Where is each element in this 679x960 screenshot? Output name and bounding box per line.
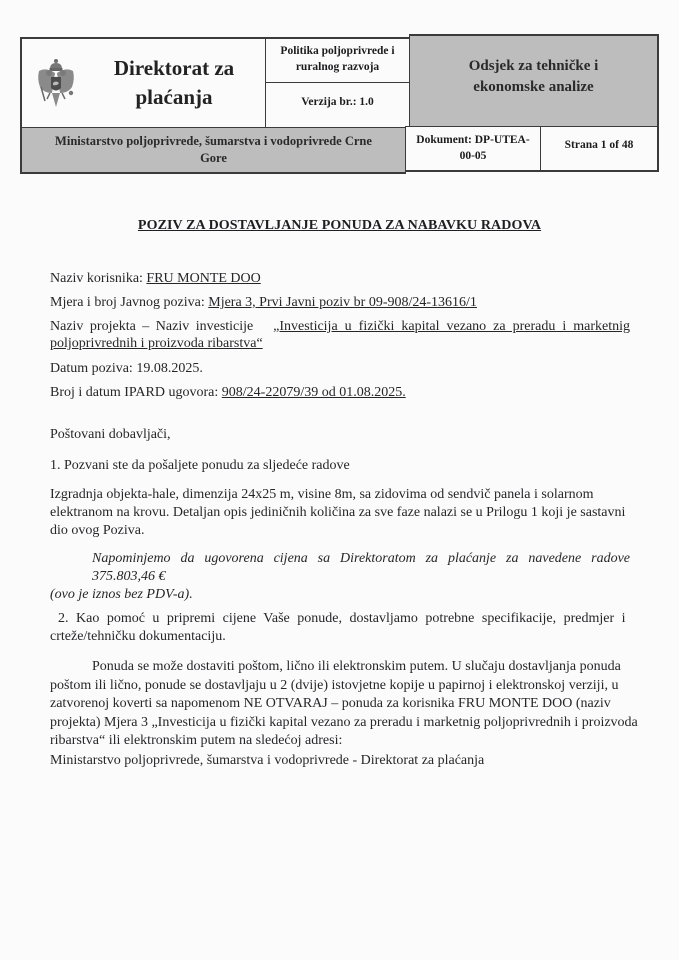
delivery-instructions <box>50 658 638 751</box>
department-line1: Odsjek za tehničke i <box>468 58 599 74</box>
date-label: Datum poziva: <box>50 361 137 376</box>
organization-title-line2: plaćanja <box>135 85 213 109</box>
header-logo-title-cell <box>20 37 266 128</box>
price-note-line2: (ovo je iznos bez PDV-a). <box>50 587 193 602</box>
page-number-cell <box>540 126 659 172</box>
delivery-line5: ribarstva“ ili elektronskim putem na sledećoj adresi: <box>50 733 343 748</box>
project-value-line1: „Investicija u fizički kapital vezano za preradu i marketnig <box>273 319 630 334</box>
delivery-line2: poštom ili lično, ponude se dostavljaju u 2 (dvije) istovjetne kopije u papirnoj i elektronskoj verziji, u <box>50 677 619 693</box>
project-field <box>50 318 630 352</box>
document-title: POZIV ZA DOSTAVLJANJE PONUDA ZA NABAVKU RADOVA <box>137 218 542 233</box>
organization-title <box>84 54 264 112</box>
contract-value: 908/24-22079/39 od 01.08.2025. <box>221 385 406 400</box>
measure-field <box>50 294 477 311</box>
document-id-line2: 00-05 <box>459 150 487 162</box>
organization-title-line1: Direktorat za <box>113 56 235 80</box>
project-value-line2: poljoprivrednih i proizvoda ribarstva“ <box>50 336 263 351</box>
date-field <box>50 360 203 377</box>
document-id-cell <box>405 126 541 172</box>
measure-label: Mjera i broj Javnog poziva: <box>50 295 209 310</box>
beneficiary-field <box>50 270 261 287</box>
works-line1: Izgradnja objekta-hale, dimenzija 24x25 m, visine 8m, sa zidovima od sendvič panela i solarnom <box>50 487 594 502</box>
item-1: 1. Pozvani ste da pošaljete ponudu za sljedeće radove <box>50 458 350 473</box>
document-id-line1: Dokument: DP-UTEA- <box>416 134 530 146</box>
page-number: Strana 1 of 48 <box>564 139 634 151</box>
date-value: 19.08.2025. <box>136 361 203 376</box>
works-line3: dio ovog Poziva. <box>50 523 145 538</box>
item-2-line1: 2. Kao pomoć u pripremi cijene Vaše ponude, dostavljamo potrebne specifikacije, predmjer i <box>58 611 626 626</box>
delivery-line1: Ponuda se može dostaviti poštom, lično ili elektronskim putem. U slučaju dostavljanja ponuda <box>92 659 621 674</box>
item-2 <box>50 610 630 646</box>
ministry-line2: Gore <box>200 151 227 165</box>
ministry-line1: Ministarstvo poljoprivrede, šumarstva i vodoprivrede Crne <box>55 134 372 148</box>
department-cell <box>409 34 659 128</box>
greeting: Poštovani dobavljači, <box>50 427 171 442</box>
works-line2: elektranom na krovu. Detaljan opis jediničnih količina za sve faze nalazi se u Prilogu 1 koji je sastavni <box>50 505 626 520</box>
beneficiary-label: Naziv korisnika: <box>50 271 147 286</box>
price-note-line1: Napominjemo da ugovorena cijena sa Direktoratom za plaćanje za navedene radove 375.803,46 € <box>92 551 630 584</box>
item-2-line2: crteže/tehničku dokumentaciju. <box>50 629 226 644</box>
ministry-cell <box>20 127 406 174</box>
policy-line1: Politika poljoprivrede i <box>280 45 395 57</box>
policy-line2: ruralnog razvoja <box>295 61 380 73</box>
delivery-line3: zatvorenoj koverti sa napomenom NE OTVARAJ – ponuda za korisnika FRU MONTE DOO (naziv <box>50 696 611 711</box>
price-note <box>50 550 630 604</box>
delivery-line4: projekta) Mjera 3 „Investicija u fizički kapital vezano za preradu i marketnig poljoprivrednih i proizvoda <box>50 714 638 730</box>
contract-label: Broj i datum IPARD ugovora: <box>50 385 222 400</box>
address: Ministarstvo poljoprivrede, šumarstva i vodoprivrede - Direktorat za plaćanja <box>50 753 485 768</box>
department-line2: ekonomske analize <box>473 79 594 95</box>
montenegro-coat-of-arms-icon <box>36 57 76 113</box>
works-description <box>50 486 630 540</box>
policy-cell <box>265 37 410 83</box>
project-label: Naziv projekta – Naziv investicije <box>50 319 254 334</box>
version-cell <box>265 82 410 128</box>
contract-field <box>50 384 406 401</box>
measure-value: Mjera 3, Prvi Javni poziv br 09-908/24-13616/1 <box>208 295 477 310</box>
version-label: Verzija br.: 1.0 <box>301 96 374 108</box>
beneficiary-value: FRU MONTE DOO <box>146 271 261 286</box>
